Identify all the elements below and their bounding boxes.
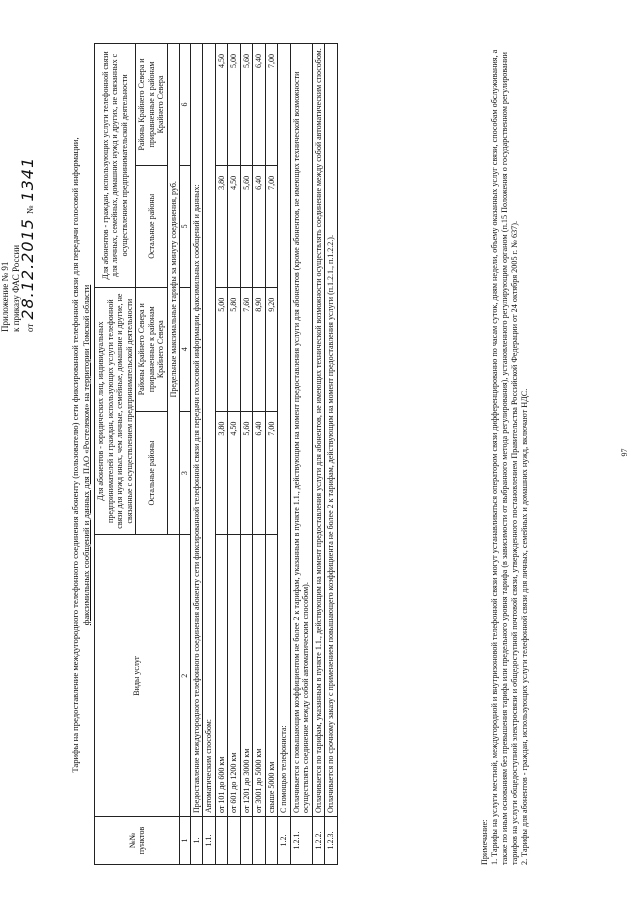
item-number: 1.2. [278, 817, 291, 865]
tariff-table [94, 43, 338, 865]
table-row [190, 44, 203, 865]
table-row [290, 44, 312, 865]
distance-label: от 101 до 600 км [215, 535, 228, 817]
tariff-value: 3,80 [215, 411, 228, 535]
header-north-regions-b: Районы Крайнего Севера и приравненные к районам Крайнего Севера [136, 44, 168, 166]
item-text: Оплачивается по срочному заказу с применением повышающего коэффициента не более 2 к тарифам, действующим на момент предоставления услуги (п.1.2.1., п.1.2.2.). [325, 44, 338, 817]
tariff-value: 4,50 [215, 44, 228, 166]
appendix-order: к приказу ФАС России [11, 244, 21, 332]
item-text: Оплачивается с повышающим коэффициентом не более 2 к тарифам, указанным в пункте 1.1., действующим на момент предоставления услуги для абонентов (кроме абонентов, не имеющих технической возможности осуществлять соединение между собой автоматическим способом). [290, 44, 312, 817]
tariff-value: 5,60 [240, 165, 253, 287]
col-index: 4 [180, 287, 191, 411]
tariff-value: 7,00 [265, 165, 278, 287]
item-text: Предоставление междугородного телефонного соединения абоненту сети фиксированной телефонной связи для передачи голосовой информации, факсимильных сообщений и данных: [190, 44, 203, 817]
header-citizens: Для абонентов - граждан, использующих услуги телефонной связи для личных, семейных, домашних нужд и других, не связанных с осуществлением предпринимательской деятельности [95, 44, 136, 288]
header-north-regions-a: Районы Крайнего Севера и приравненные к районам Крайнего Севера [136, 287, 168, 411]
tariff-value: 4,50 [228, 165, 241, 287]
tariff-value: 9,20 [265, 287, 278, 411]
item-number: 1.1. [203, 817, 216, 865]
distance-label: свыше 5000 км [265, 535, 278, 817]
tariff-value: 6,40 [253, 44, 266, 166]
page-number: 97 [620, 448, 629, 457]
distance-label: от 601 до 1200 км [228, 535, 241, 817]
tariff-value: 5,60 [240, 44, 253, 166]
appendix-number: Приложение № 91 [0, 261, 10, 332]
table-row [215, 44, 228, 865]
col-index: 1 [180, 817, 191, 865]
note-1: 1. Тарифы на услуги местной, междугородной и внутризоновой телефонной связи могут устанавливаться оператором связи дифференцированно по часам суток, дням недели, объему оказанных услуг связи, способам обслуживания, а также по иным основаниям без превышения тарифа или предельного уровня тарифа (в зависимости от выбранного метода регулирования), установленного регулирующим органом (п.15 Положения о государственном регулировании тарифов на услуги общедоступной электросвязи и общедоступной почтовой связи, утвержденного постановлением Правительства Российской Федерации от 24 октября 2005 г. № 637). [490, 49, 519, 865]
appendix-header [0, 82, 36, 332]
table-row [325, 44, 338, 865]
tariff-value: 3,80 [215, 165, 228, 287]
document-title [70, 45, 91, 865]
notes-heading: Примечание: [480, 819, 489, 865]
distance-label: от 1201 до 3000 км [240, 535, 253, 817]
tariff-value: 6,40 [253, 411, 266, 535]
header-max-tariffs: Предельные максимальные тарифы за минуту соединения, руб. [167, 44, 180, 536]
col-index: 6 [180, 44, 191, 166]
col-index: 3 [180, 411, 191, 535]
tariff-value: 5,80 [228, 287, 241, 411]
header-other-regions-b: Остальные районы [136, 165, 168, 287]
item-number: 1.2.3. [325, 817, 338, 865]
item-number: 1.2.2. [312, 817, 325, 865]
tariff-value: 5,60 [240, 411, 253, 535]
tariff-value: 7,60 [240, 287, 253, 411]
item-number: 1. [190, 817, 203, 865]
table-row [253, 44, 266, 865]
item-text: Оплачивается по тарифам, указанным в пункте 1.1., действующим на момент предоставления услуги для абонентов, не имеющих технической возможности осуществлять соединение между собой автоматическим способом. [312, 44, 325, 817]
tariff-value: 8,90 [253, 287, 266, 411]
col-index: 5 [180, 165, 191, 287]
table-row [240, 44, 253, 865]
number-prefix: № [25, 205, 35, 215]
table-row [312, 44, 325, 865]
distance-label: от 3001 до 5000 км [253, 535, 266, 817]
title-line-1: Тарифы на предоставление междугородного телефонного соединения абоненту (пользователю) сети фиксированной телефонной связи для передачи голосовой информации, [70, 137, 80, 773]
header-service-type: Виды услуг [95, 535, 180, 817]
tariff-value: 7,00 [265, 44, 278, 166]
tariff-value: 4,50 [228, 411, 241, 535]
header-other-regions-a: Остальные районы [136, 411, 168, 535]
header-item-number: №№ пунктов [95, 817, 180, 865]
item-number: 1.2.1. [290, 817, 312, 865]
notes-section [480, 43, 530, 865]
table-row [278, 44, 291, 865]
appendix-date-number [18, 82, 37, 332]
tariff-value: 7,00 [265, 411, 278, 535]
tariff-value: 6,40 [253, 165, 266, 287]
header-legal-entities: Для абонентов - юридических лиц, индивидуальных предпринимателей и граждан, использующих услуги телефонной связи для нужд иных, чем личные, семейные, домашние и другие, не связанные с осуществлением предпринимательской деятельности [95, 287, 136, 535]
tariff-value: 5,00 [228, 44, 241, 166]
tariff-value: 5,00 [215, 287, 228, 411]
table-row [228, 44, 241, 865]
note-2: 2. Тарифы для абонентов - граждан, использующих услуги телефонной связи для личных, семейных и домашних нужд, включают НДС. [520, 388, 529, 865]
handwritten-number: 1341 [18, 156, 37, 202]
date-prefix: от [25, 323, 35, 332]
item-text: Автоматическим способом: [203, 44, 216, 817]
table-row [203, 44, 216, 865]
title-line-2: факсимильных сообщений и данных для ПАО «Ростелеком» на территории Томской области [80, 284, 91, 626]
item-text: С помощью телефониста: [278, 44, 291, 817]
col-index: 2 [180, 535, 191, 817]
handwritten-date: 28.12.2015 [18, 218, 37, 320]
table-row [265, 44, 278, 865]
column-index-row [180, 44, 191, 865]
